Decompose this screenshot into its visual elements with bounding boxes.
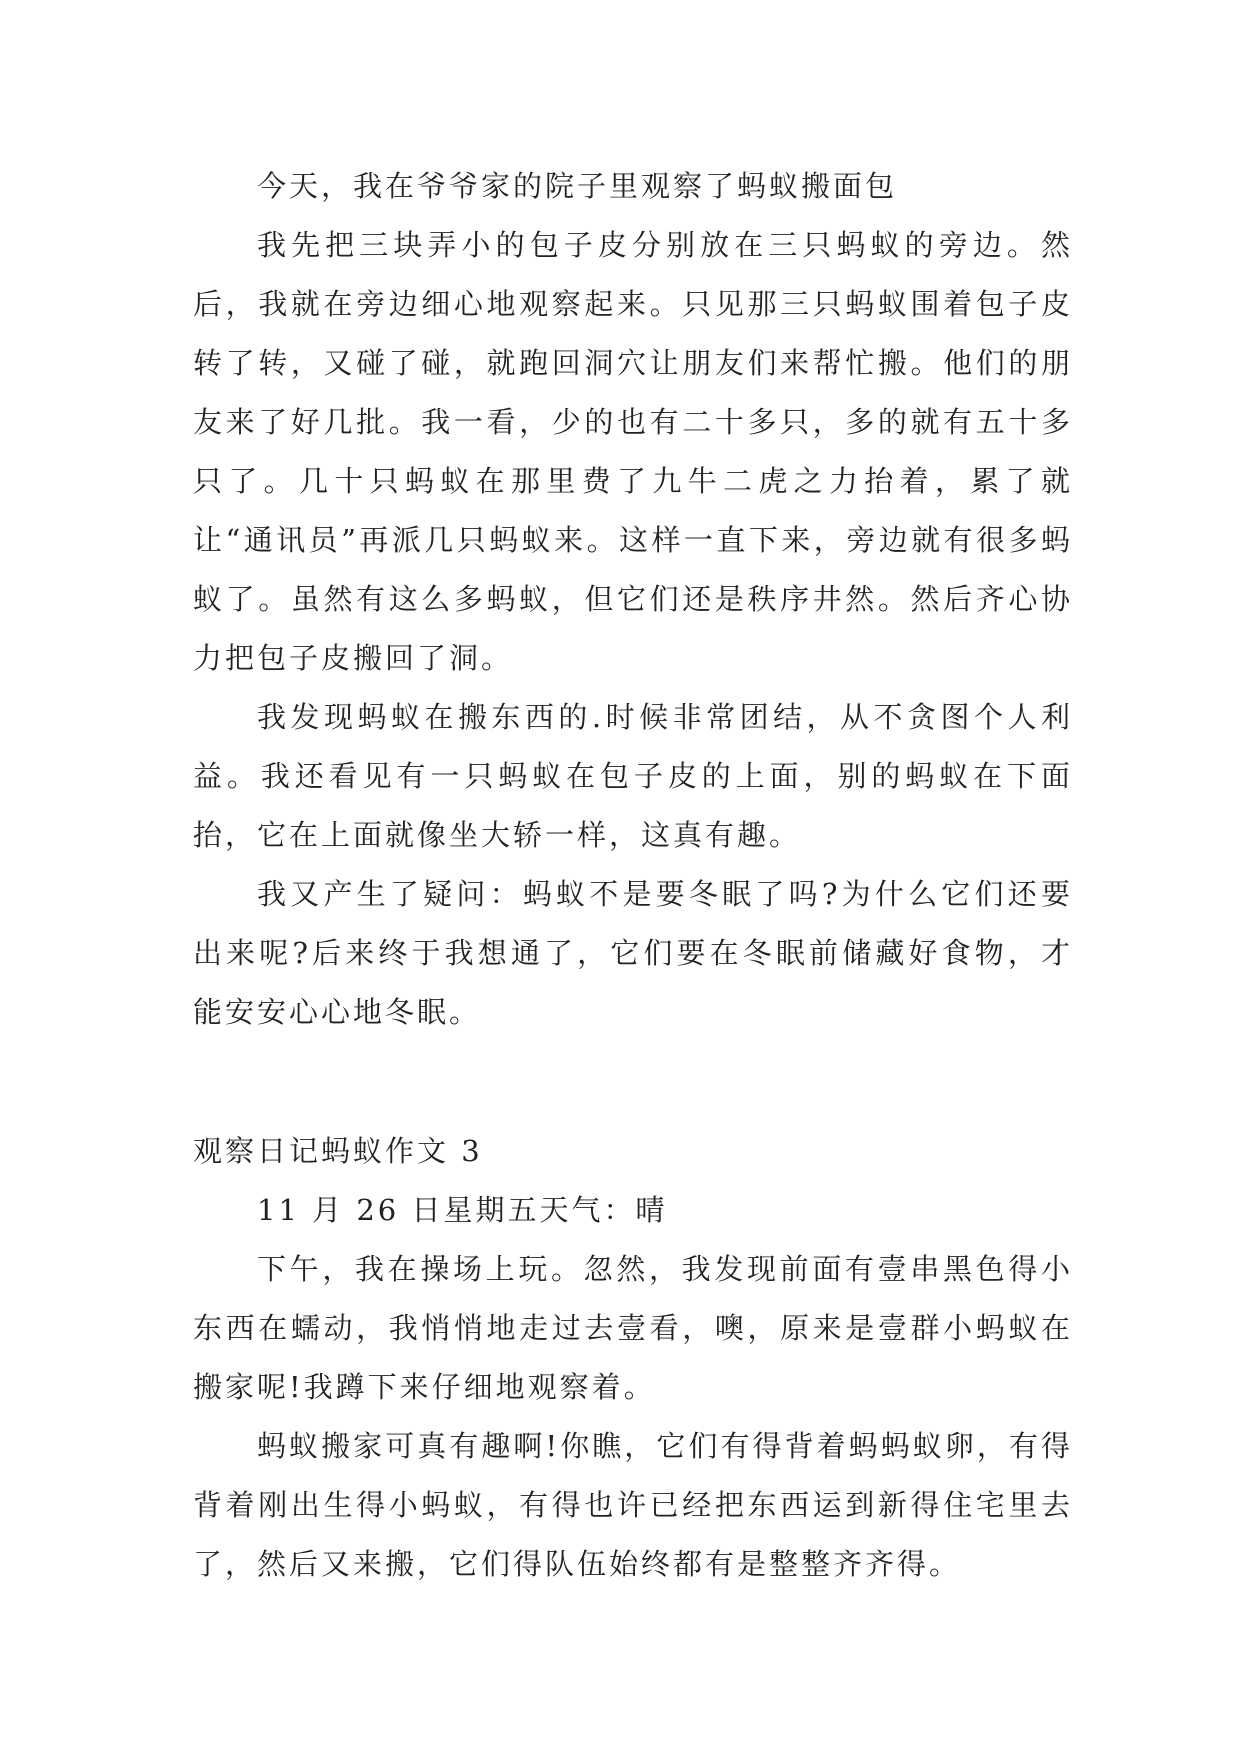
paragraph-moving-house: 蚂蚁搬家可真有趣啊!你瞧，它们有得背着蚂蚂蚁卵，有得背着刚出生得小蚂蚁，有得也许已经把东西运到新得住宅里去了，然后又来搬，它们得队伍始终都有是整整齐齐得。 [193, 1429, 1073, 1581]
paragraph-intro: 今天，我在爷爷家的院子里观察了蚂蚁搬面包 [257, 169, 898, 203]
date-weather-line: 11 月 26 日星期五天气：晴 [257, 1193, 668, 1227]
document-body [193, 157, 1073, 1594]
paragraph-question: 我又产生了疑问：蚂蚁不是要冬眠了吗?为什么它们还要出来呢?后来终于我想通了，它们要在冬眠前储藏好食物，才能安安心心地冬眠。 [193, 877, 1073, 1029]
paragraph-discovery: 我发现蚂蚁在搬东西的.时候非常团结，从不贪图个人利益。我还看见有一只蚂蚁在包子皮的上面，别的蚂蚁在下面抬，它在上面就像坐大轿一样，这真有趣。 [193, 700, 1073, 852]
section-heading: 观察日记蚂蚁作文 3 [193, 1134, 483, 1168]
paragraph-afternoon: 下午，我在操场上玩。忽然，我发现前面有壹串黑色得小东西在蠕动，我悄悄地走过去壹看，噢，原来是壹群小蚂蚁在搬家呢!我蹲下来仔细地观察着。 [193, 1252, 1073, 1404]
paragraph-observation: 我先把三块弄小的包子皮分别放在三只蚂蚁的旁边。然后，我就在旁边细心地观察起来。只见那三只蚂蚁围着包子皮转了转，又碰了碰，就跑回洞穴让朋友们来帮忙搬。他们的朋友来了好几批。我一看，少的也有二十多只，多的就有五十多只了。几十只蚂蚁在那里费了九牛二虎之力抬着，累了就让“通讯员”再派几只蚂蚁来。这样一直下来，旁边就有很多蚂蚁了。虽然有这么多蚂蚁，但它们还是秩序井然。然后齐心协力把包子皮搬回了洞。 [193, 228, 1073, 675]
